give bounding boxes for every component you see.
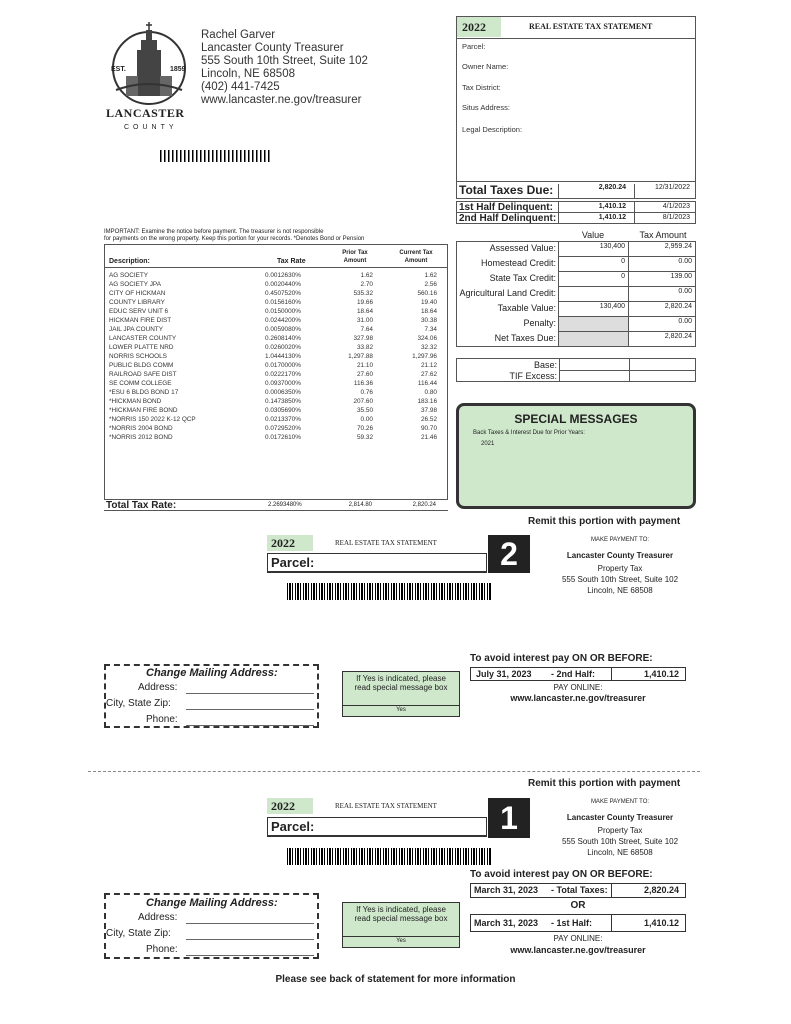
tax-row-description: *NORRIS 2012 BOND xyxy=(109,434,173,441)
tax-row-rate: 0.0172610% xyxy=(265,434,301,441)
tax-row-prior: 33.82 xyxy=(357,344,373,351)
coupon1-half-label: - 1st Half: xyxy=(551,918,593,928)
notice-line-1: IMPORTANT: Examine the notice before payment. The treasurer is not responsible xyxy=(104,229,324,235)
tax-row xyxy=(105,433,447,442)
coupon2-address-field[interactable] xyxy=(186,693,314,694)
coupon1-if-yes: If Yes is indicated, please read special message box xyxy=(354,905,448,923)
legal-description-label: Legal Description: xyxy=(462,125,523,134)
tax-row-rate: 0.0244200% xyxy=(265,317,301,324)
total-taxes-amount: 2,820.24 xyxy=(558,184,630,198)
logo-county: COUNTY xyxy=(124,124,178,131)
coupon1-payee-city: Lincoln, NE 68508 xyxy=(587,848,653,857)
valuation-label: Penalty: xyxy=(523,318,556,328)
total-tax-rate-label: Total Tax Rate: xyxy=(106,500,177,511)
coupon2-parcel: Parcel: xyxy=(267,553,487,573)
tax-row-description: *ESU 6 BLDG BOND 17 xyxy=(109,389,179,396)
important-notice xyxy=(104,229,364,243)
tax-row xyxy=(105,379,447,388)
tax-row-current: 27.62 xyxy=(421,371,437,378)
tax-row xyxy=(105,343,447,352)
second-half-label: 2nd Half Delinquent: xyxy=(459,213,557,224)
coupon1-address-label: Address: xyxy=(138,912,178,923)
tax-table xyxy=(104,244,448,500)
treasurer-street: 555 South 10th Street, Suite 102 xyxy=(201,55,368,67)
coupon2-city-label: City, State Zip: xyxy=(106,698,171,709)
coupon1-payee-street: 555 South 10th Street, Suite 102 xyxy=(561,837,679,846)
tax-row xyxy=(105,424,447,433)
coupon1-half-box xyxy=(470,914,686,932)
valuation-tax: 2,820.24 xyxy=(628,331,696,347)
tax-row xyxy=(105,316,447,325)
tax-row-rate: 0.0020440% xyxy=(265,281,301,288)
coupon2-year: 2022 xyxy=(267,535,313,551)
valuation-tax: 2,820.24 xyxy=(628,301,696,317)
coupon2-due-label: - 2nd Half: xyxy=(551,669,595,679)
tax-row-rate: 1.0444130% xyxy=(265,353,301,360)
tax-row-rate: 0.0729520% xyxy=(265,425,301,432)
notice-line-2: for payments on the wrong property. Keep this portion for your records. *Denotes Bond or Pension xyxy=(104,236,365,242)
valuation-label: Homestead Credit: xyxy=(480,258,556,268)
total-tax-rate: 2.2693480% xyxy=(268,502,302,508)
tax-row-rate: 0.2608140% xyxy=(265,335,301,342)
coupon2-payee-sub: Property Tax xyxy=(597,564,643,573)
coupon1-total-box xyxy=(470,883,686,898)
coupon2-remit: Remit this portion with payment xyxy=(528,516,681,527)
col-header-rate: Tax Rate xyxy=(277,258,306,265)
cut-line xyxy=(88,771,700,772)
valuation-tax: 2,959.24 xyxy=(628,241,696,257)
coupon2-yes: Yes xyxy=(396,707,406,713)
tax-row-description: PUBLIC BLDG COMM xyxy=(109,362,174,369)
coupon1-total-date: March 31, 2023 xyxy=(474,885,539,895)
tax-row-current: 560.16 xyxy=(417,290,437,297)
coupon1-or: OR xyxy=(570,900,586,911)
logo-est: EST. xyxy=(111,66,126,73)
tax-row-prior: 207.60 xyxy=(353,398,373,405)
tax-row-rate: 0.0170000% xyxy=(265,362,301,369)
owner-name-label: Owner Name: xyxy=(462,62,509,71)
valuation-value: 130,400 xyxy=(558,301,629,317)
valuation-value xyxy=(558,316,629,332)
tax-row-prior: 535.32 xyxy=(353,290,373,297)
tax-row-current: 0.80 xyxy=(424,389,437,396)
tax-row-rate: 0.0305690% xyxy=(265,407,301,414)
coupon1-address-field[interactable] xyxy=(186,923,314,924)
tax-row-current: 26.52 xyxy=(421,416,437,423)
tax-row-rate: 0.4507520% xyxy=(265,290,301,297)
coupon1-half-date: March 31, 2023 xyxy=(474,918,539,928)
coupon1-barcode xyxy=(287,848,492,865)
tax-row-description: COUNTY LIBRARY xyxy=(109,299,165,306)
statement-title: REAL ESTATE TAX STATEMENT xyxy=(529,22,653,31)
treasurer-website[interactable]: www.lancaster.ne.gov/treasurer xyxy=(201,94,362,106)
tax-row xyxy=(105,406,447,415)
coupon2-phone-label: Phone: xyxy=(146,714,178,725)
coupon2-website[interactable]: www.lancaster.ne.gov/treasurer xyxy=(510,693,646,703)
tax-row-current: 30.38 xyxy=(421,317,437,324)
situs-address-label: Situs Address: xyxy=(462,103,510,112)
tax-row-rate: 0.0150000% xyxy=(265,308,301,315)
coupon2-change-address xyxy=(104,664,319,728)
tax-row xyxy=(105,352,447,361)
coupon1-title: REAL ESTATE TAX STATEMENT xyxy=(335,802,437,810)
tax-row-prior: 2.70 xyxy=(360,281,373,288)
tax-district-label: Tax District: xyxy=(462,83,501,92)
tax-row-description: AG SOCIETY xyxy=(109,272,149,279)
coupon2-change-title: Change Mailing Address: xyxy=(146,667,278,679)
tax-row-description: RAILROAD SAFE DIST xyxy=(109,371,177,378)
tax-row-rate: 0.0260020% xyxy=(265,344,301,351)
base-tif-grid xyxy=(456,358,696,382)
tax-row xyxy=(105,370,447,379)
tax-row xyxy=(105,388,447,397)
tax-row-description: HICKMAN FIRE DIST xyxy=(109,317,172,324)
tax-row xyxy=(105,271,447,280)
coupon2-due-box xyxy=(470,667,686,681)
valuation-label: Agricultural Land Credit: xyxy=(459,288,556,298)
special-messages-box xyxy=(456,403,696,509)
valuation-tax: 0.00 xyxy=(628,256,696,272)
tax-row-current: 183.16 xyxy=(417,398,437,405)
first-half-label: 1st Half Delinquent: xyxy=(459,202,553,213)
valuation-value xyxy=(558,286,629,302)
tax-row-prior: 27.60 xyxy=(357,371,373,378)
special-messages-line-2: 2021 xyxy=(481,441,495,447)
coupon2-payee-street: 555 South 10th Street, Suite 102 xyxy=(561,575,679,584)
tax-row-current: 18.64 xyxy=(421,308,437,315)
tax-row-current: 19.40 xyxy=(421,299,437,306)
footer-note: Please see back of statement for more information xyxy=(275,974,516,985)
tax-row-prior: 70.26 xyxy=(357,425,373,432)
total-taxes-label: Total Taxes Due: xyxy=(459,183,554,197)
coupon1-year: 2022 xyxy=(267,798,313,814)
valuation-tax: 0.00 xyxy=(628,316,696,332)
coupon1-avoid: To avoid interest pay ON OR BEFORE: xyxy=(470,869,653,880)
statement-year: 2022 xyxy=(457,17,501,37)
second-half-amount: 1,410.12 xyxy=(598,214,626,221)
tax-row-rate: 0.0156160% xyxy=(265,299,301,306)
coupon2-barcode xyxy=(287,583,492,600)
coupon1-payee-sub: Property Tax xyxy=(597,826,643,835)
tax-row xyxy=(105,325,447,334)
tax-row-prior: 59.32 xyxy=(357,434,373,441)
tax-row-prior: 21.10 xyxy=(357,362,373,369)
valuation-value xyxy=(558,331,629,347)
coupon2-city-field[interactable] xyxy=(186,709,314,710)
base-label: Base: xyxy=(533,360,557,370)
statement-box xyxy=(456,16,696,182)
coupon2-avoid: To avoid interest pay ON OR BEFORE: xyxy=(470,653,653,664)
coupon1-pay-online: PAY ONLINE: xyxy=(553,934,603,943)
tax-row-description: *HICKMAN BOND xyxy=(109,398,162,405)
coupon1-change-address xyxy=(104,893,319,959)
valuation-value-header: Value xyxy=(581,230,605,240)
valuation-value: 0 xyxy=(558,256,629,272)
second-half-date: 8/1/2023 xyxy=(662,214,690,221)
special-messages-line-1: Back Taxes & Interest Due for Prior Years: xyxy=(473,430,585,436)
tax-row-current: 90.70 xyxy=(421,425,437,432)
tax-row-current: 37.98 xyxy=(421,407,437,414)
tax-row-prior: 1,297.88 xyxy=(348,353,373,360)
valuation-label-frame xyxy=(456,241,559,347)
coupon1-yes: Yes xyxy=(396,938,406,944)
treasurer-name: Rachel Garver xyxy=(201,29,276,41)
tax-row-prior: 7.64 xyxy=(360,326,373,333)
coupon2-phone-field[interactable] xyxy=(186,725,314,726)
tax-row-prior: 35.50 xyxy=(357,407,373,414)
tax-row-prior: 327.98 xyxy=(353,335,373,342)
logo-year: 1859 xyxy=(170,66,186,73)
tax-row-description: *NORRIS 150 2022 K-12 QCP xyxy=(109,416,196,423)
coupon1-make-payment: MAKE PAYMENT TO: xyxy=(590,799,650,805)
valuation-value: 0 xyxy=(558,271,629,287)
county-logo xyxy=(104,20,194,140)
coupon2-make-payment: MAKE PAYMENT TO: xyxy=(590,537,650,543)
treasurer-phone: (402) 441-7425 xyxy=(201,81,280,93)
coupon1-website[interactable]: www.lancaster.ne.gov/treasurer xyxy=(510,945,646,955)
coupon2-yes-box xyxy=(342,671,460,717)
col-header-prior: Prior Tax Amount xyxy=(342,250,368,264)
coupon1-parcel: Parcel: xyxy=(267,817,487,837)
tax-row-current: 116.44 xyxy=(417,380,437,387)
valuation-tax-header: Tax Amount xyxy=(639,230,687,240)
tax-row xyxy=(105,397,447,406)
tax-row-description: *NORRIS 2004 BOND xyxy=(109,425,173,432)
tax-row-prior: 1.62 xyxy=(360,272,373,279)
special-messages-title: SPECIAL MESSAGES xyxy=(514,412,638,426)
tif-label: TIF Excess: xyxy=(509,371,557,381)
coupon1-payee xyxy=(540,797,700,858)
tax-row-current: 1.62 xyxy=(424,272,437,279)
coupon1-city-label: City, State Zip: xyxy=(106,928,171,939)
tax-row-current: 21.12 xyxy=(421,362,437,369)
tax-row xyxy=(105,334,447,343)
first-half-amount: 1,410.12 xyxy=(598,203,626,210)
tax-row-current: 21.46 xyxy=(421,434,437,441)
tax-row-description: LANCASTER COUNTY xyxy=(109,335,177,342)
coupon1-yes-box xyxy=(342,902,460,948)
tax-row-description: EDUC SERV UNIT 6 xyxy=(109,308,169,315)
valuation-label: Taxable Value: xyxy=(497,303,556,313)
coupon1-payee-name: Lancaster County Treasurer xyxy=(566,813,674,822)
tax-row-rate: 0.0006350% xyxy=(265,389,301,396)
first-half-date: 4/1/2023 xyxy=(662,203,690,210)
tax-row xyxy=(105,307,447,316)
tax-row-description: NORRIS SCHOOLS xyxy=(109,353,167,360)
tax-row xyxy=(105,361,447,370)
coupon1-phone-label: Phone: xyxy=(146,944,178,955)
coupon1-total-amount: 2,820.24 xyxy=(643,885,679,895)
coupon1-number: 1 xyxy=(488,798,530,838)
tax-row-rate: 0.0222170% xyxy=(265,371,301,378)
coupon1-change-title: Change Mailing Address: xyxy=(146,897,278,909)
tax-row-description: JAIL JPA COUNTY xyxy=(109,326,163,333)
coupon1-total-label: - Total Taxes: xyxy=(551,885,608,895)
coupon2-address-label: Address: xyxy=(138,682,178,693)
valuation-tax: 139.00 xyxy=(628,271,696,287)
tax-row-prior: 19.66 xyxy=(357,299,373,306)
coupon2-pay-online: PAY ONLINE: xyxy=(553,683,603,692)
coupon1-half-amount: 1,410.12 xyxy=(643,918,679,928)
total-prior-amount: 2,814.80 xyxy=(348,502,372,508)
tax-row-description: AG SOCIETY JPA xyxy=(109,281,161,288)
tax-row-prior: 18.64 xyxy=(357,308,373,315)
parcel-label: Parcel: xyxy=(462,42,486,51)
tax-row-prior: 0.76 xyxy=(360,389,373,396)
treasurer-address xyxy=(201,29,368,107)
tax-row-rate: 0.1473850% xyxy=(265,398,301,405)
coupon2-due-amount: 1,410.12 xyxy=(643,669,679,679)
coupon2-payee-name: Lancaster County Treasurer xyxy=(566,551,674,560)
coupon2-number: 2 xyxy=(488,535,530,573)
tax-row-description: LOWER PLATTE NRD xyxy=(109,344,174,351)
tax-row-rate: 0.0213370% xyxy=(265,416,301,423)
coupon1-city-field[interactable] xyxy=(186,939,314,940)
coupon2-title: REAL ESTATE TAX STATEMENT xyxy=(335,539,437,547)
treasurer-office: Lancaster County Treasurer xyxy=(201,42,344,54)
tax-row-prior: 0.00 xyxy=(360,416,373,423)
tax-row xyxy=(105,280,447,289)
logo-text: LANCASTER xyxy=(106,106,185,120)
total-taxes-date: 12/31/2022 xyxy=(634,184,694,198)
tax-row-current: 324.06 xyxy=(417,335,437,342)
tax-row-rate: 0.0937000% xyxy=(265,380,301,387)
tax-row xyxy=(105,298,447,307)
tax-row-current: 7.34 xyxy=(424,326,437,333)
tax-row-description: CITY OF HICKMAN xyxy=(109,290,166,297)
coupon1-phone-field[interactable] xyxy=(186,955,314,956)
tax-row-prior: 116.36 xyxy=(353,380,373,387)
coupon2-if-yes: If Yes is indicated, please read special message box xyxy=(354,674,448,692)
tax-row-rate: 0.0012630% xyxy=(265,272,301,279)
tax-row-description: *HICKMAN FIRE BOND xyxy=(109,407,178,414)
valuation-tax: 0.00 xyxy=(628,286,696,302)
tax-row-current: 2.56 xyxy=(424,281,437,288)
totals-grid xyxy=(456,181,696,225)
tax-row-current: 32.32 xyxy=(421,344,437,351)
valuation-label: Assessed Value: xyxy=(489,243,556,253)
valuation-label: Net Taxes Due: xyxy=(494,333,556,343)
tax-row xyxy=(105,289,447,298)
tax-row xyxy=(105,415,447,424)
total-current-amount: 2,820.24 xyxy=(412,502,436,508)
tax-row-description: SE COMM COLLEGE xyxy=(109,380,172,387)
tax-row-rate: 0.0059080% xyxy=(265,326,301,333)
valuation-label: State Tax Credit: xyxy=(489,273,556,283)
coupon1-remit: Remit this portion with payment xyxy=(528,778,681,789)
valuation-grid xyxy=(456,241,696,347)
tax-row-prior: 31.00 xyxy=(357,317,373,324)
col-header-current: Current Tax Amount xyxy=(399,250,433,264)
postal-barcode xyxy=(160,150,270,162)
treasurer-city: Lincoln, NE 68508 xyxy=(201,68,295,80)
valuation-value: 130,400 xyxy=(558,241,629,257)
col-header-description: Description: xyxy=(109,258,150,265)
tax-row-current: 1,297.96 xyxy=(412,353,437,360)
coupon2-payee-city: Lincoln, NE 68508 xyxy=(587,586,653,595)
coupon2-payee xyxy=(540,535,700,596)
coupon2-due-date: July 31, 2023 xyxy=(476,669,532,679)
